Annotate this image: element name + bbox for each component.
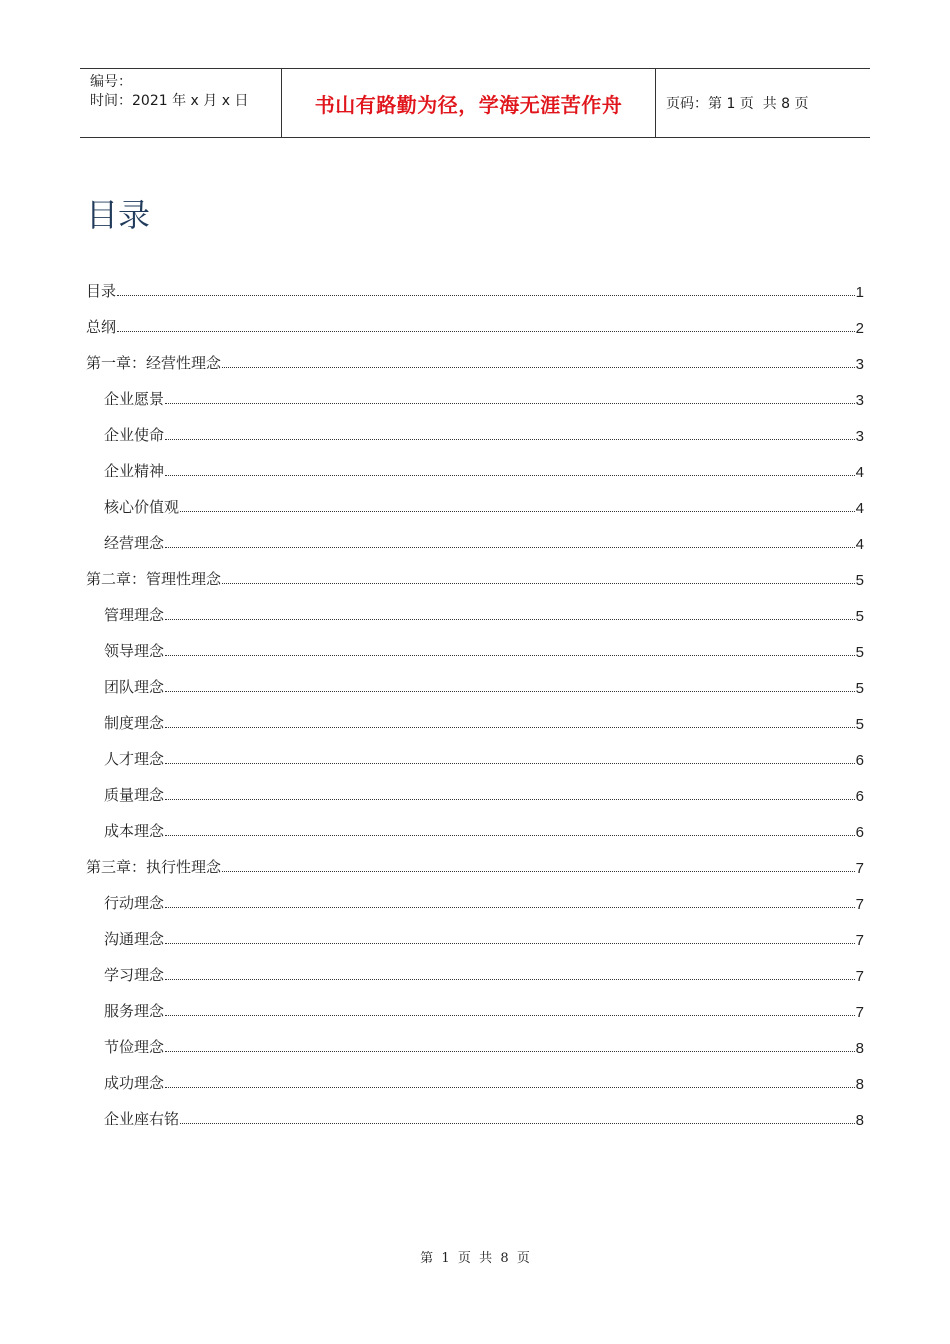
page-header xyxy=(80,68,870,138)
toc-dot-leader xyxy=(165,726,855,728)
toc-entry-label: 人才理念 xyxy=(104,750,165,768)
toc-dot-leader xyxy=(165,1014,855,1016)
toc-dot-leader xyxy=(165,1050,855,1052)
toc-entry-label: 第二章：管理性理念 xyxy=(86,570,222,588)
toc-entry[interactable] xyxy=(86,733,864,769)
toc-entry[interactable] xyxy=(86,949,864,985)
toc-dot-leader xyxy=(165,798,855,800)
toc-dot-leader xyxy=(165,978,855,980)
toc-entry-page: 7 xyxy=(855,860,864,877)
toc-entry[interactable] xyxy=(86,337,864,373)
table-of-contents xyxy=(86,265,864,1129)
toc-entry-label: 领导理念 xyxy=(104,642,165,660)
toc-entry[interactable] xyxy=(86,409,864,445)
toc-dot-leader xyxy=(165,762,855,764)
toc-entry-label: 制度理念 xyxy=(104,714,165,732)
toc-entry-page: 8 xyxy=(855,1112,864,1129)
page-footer xyxy=(0,1247,950,1266)
toc-entry-page: 5 xyxy=(855,572,864,589)
toc-entry-page: 7 xyxy=(855,1004,864,1021)
toc-entry[interactable] xyxy=(86,265,864,301)
document-date-label: 时间：2021 年 x 月 x 日 xyxy=(90,93,249,109)
page-title: 目录 xyxy=(86,196,151,234)
toc-entry[interactable] xyxy=(86,1093,864,1129)
toc-entry[interactable] xyxy=(86,769,864,805)
toc-entry-page: 3 xyxy=(855,392,864,409)
motto-text: 书山有路勤为径，学海无涯苦作舟 xyxy=(314,92,623,117)
toc-dot-leader xyxy=(165,942,855,944)
toc-entry[interactable] xyxy=(86,913,864,949)
toc-entry-label: 成本理念 xyxy=(104,822,165,840)
toc-dot-leader xyxy=(165,1086,855,1088)
toc-entry[interactable] xyxy=(86,697,864,733)
toc-dot-leader xyxy=(165,834,855,836)
toc-entry-page: 4 xyxy=(855,464,864,481)
toc-entry-page: 6 xyxy=(855,788,864,805)
toc-entry-label: 行动理念 xyxy=(104,894,165,912)
header-page-cell xyxy=(656,69,870,137)
toc-entry[interactable] xyxy=(86,661,864,697)
toc-entry[interactable] xyxy=(86,517,864,553)
toc-entry-label: 经营理念 xyxy=(104,534,165,552)
toc-dot-leader xyxy=(165,546,855,548)
header-page-label: 页码：第 1 页 共 8 页 xyxy=(666,96,809,112)
toc-entry[interactable] xyxy=(86,877,864,913)
toc-dot-leader xyxy=(117,330,855,332)
toc-dot-leader xyxy=(165,618,855,620)
toc-entry[interactable] xyxy=(86,301,864,337)
toc-dot-leader xyxy=(222,582,855,584)
toc-entry-page: 5 xyxy=(855,716,864,733)
toc-dot-leader xyxy=(165,654,855,656)
toc-entry[interactable] xyxy=(86,841,864,877)
toc-entry-label: 节俭理念 xyxy=(104,1038,165,1056)
toc-entry-label: 团队理念 xyxy=(104,678,165,696)
toc-dot-leader xyxy=(165,906,855,908)
toc-dot-leader xyxy=(165,690,855,692)
toc-entry-page: 4 xyxy=(855,500,864,517)
toc-dot-leader xyxy=(117,294,855,296)
toc-entry[interactable] xyxy=(86,805,864,841)
toc-entry-page: 5 xyxy=(855,608,864,625)
toc-entry-page: 6 xyxy=(855,752,864,769)
toc-entry[interactable] xyxy=(86,625,864,661)
toc-entry-page: 8 xyxy=(855,1040,864,1057)
toc-entry-label: 管理理念 xyxy=(104,606,165,624)
toc-entry[interactable] xyxy=(86,1057,864,1093)
toc-entry-label: 第一章：经营性理念 xyxy=(86,354,222,372)
document-number-label: 编号： xyxy=(90,74,132,90)
toc-dot-leader xyxy=(165,438,855,440)
toc-entry[interactable] xyxy=(86,1021,864,1057)
toc-entry-label: 目录 xyxy=(86,282,117,300)
toc-entry-label: 企业座右铭 xyxy=(104,1110,180,1128)
toc-entry[interactable] xyxy=(86,985,864,1021)
toc-entry-page: 1 xyxy=(855,284,864,301)
toc-entry-page: 8 xyxy=(855,1076,864,1093)
toc-entry-page: 7 xyxy=(855,968,864,985)
toc-entry-label: 企业使命 xyxy=(104,426,165,444)
toc-dot-leader xyxy=(165,402,855,404)
toc-entry-page: 3 xyxy=(855,428,864,445)
toc-entry-page: 5 xyxy=(855,644,864,661)
toc-entry-page: 5 xyxy=(855,680,864,697)
toc-entry[interactable] xyxy=(86,481,864,517)
toc-dot-leader xyxy=(180,510,855,512)
toc-dot-leader xyxy=(222,870,855,872)
toc-entry[interactable] xyxy=(86,589,864,625)
toc-dot-leader xyxy=(222,366,855,368)
toc-entry-label: 总纲 xyxy=(86,318,117,336)
toc-entry[interactable] xyxy=(86,445,864,481)
toc-dot-leader xyxy=(180,1122,855,1124)
toc-entry-page: 4 xyxy=(855,536,864,553)
toc-entry-label: 企业精神 xyxy=(104,462,165,480)
toc-entry-label: 第三章：执行性理念 xyxy=(86,858,222,876)
toc-entry-label: 核心价值观 xyxy=(104,498,180,516)
toc-entry-page: 7 xyxy=(855,896,864,913)
toc-entry-label: 质量理念 xyxy=(104,786,165,804)
toc-entry-label: 沟通理念 xyxy=(104,930,165,948)
toc-entry[interactable] xyxy=(86,553,864,589)
toc-entry-label: 成功理念 xyxy=(104,1074,165,1092)
footer-page-number: 第 1 页 共 8 页 xyxy=(420,1251,530,1266)
header-meta xyxy=(80,69,282,137)
toc-entry-label: 学习理念 xyxy=(104,966,165,984)
toc-entry-label: 服务理念 xyxy=(104,1002,165,1020)
toc-entry-page: 2 xyxy=(855,320,864,337)
toc-entry-page: 3 xyxy=(855,356,864,373)
header-motto-cell xyxy=(282,69,656,137)
toc-entry-page: 6 xyxy=(855,824,864,841)
toc-entry-label: 企业愿景 xyxy=(104,390,165,408)
toc-entry-page: 7 xyxy=(855,932,864,949)
toc-entry[interactable] xyxy=(86,373,864,409)
toc-dot-leader xyxy=(165,474,855,476)
